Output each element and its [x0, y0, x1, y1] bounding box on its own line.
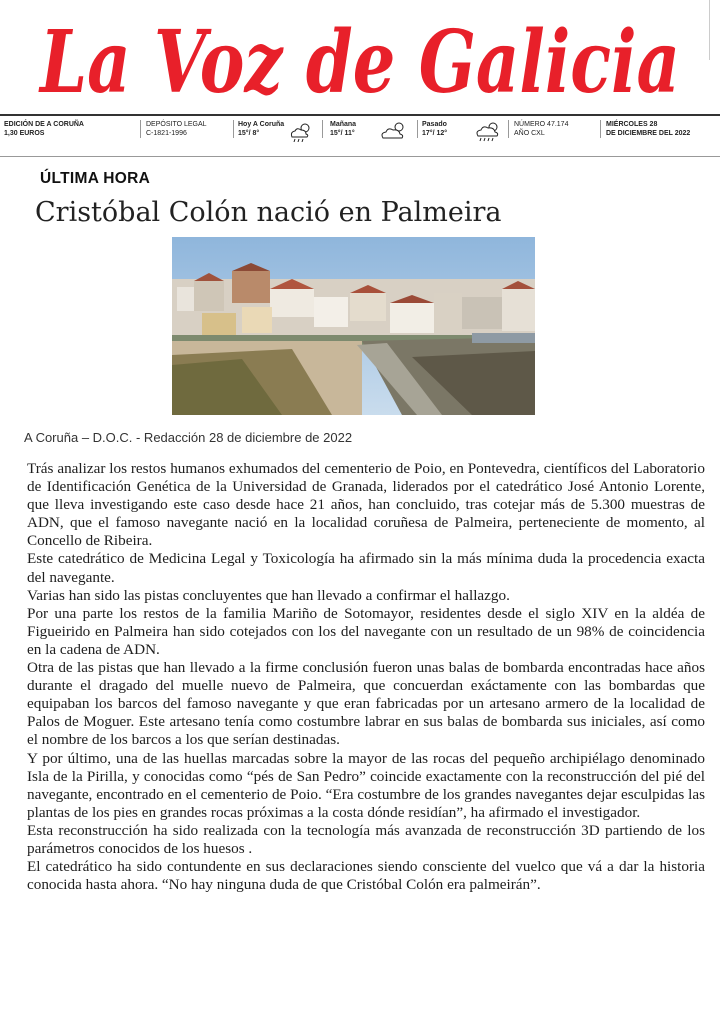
weather-after	[422, 120, 447, 138]
cloud-sun-icon	[286, 120, 316, 142]
byline: A Coruña – D.O.C. - Redacción 28 de diciembre de 2022	[24, 430, 353, 445]
number-line: NÚMERO 47.174	[514, 121, 569, 128]
masthead	[0, 0, 720, 110]
today-temp: 15°/ 8°	[238, 130, 260, 137]
year-line: AÑO CXL	[514, 130, 545, 137]
article-body	[27, 460, 705, 894]
divider	[322, 120, 323, 138]
issue-date	[606, 120, 690, 138]
tomorrow-label: Mañana	[330, 121, 357, 128]
article-paragraph: El catedrático ha sido contundente en sus declaraciones siendo consciente del vuelco que vá a dar la historia conocida hasta ahora. “No hay ninguna duda de que Cristóbal Colón era palmeirán”.	[27, 858, 705, 894]
masthead-title: La Voz de Galicia	[37, 12, 681, 110]
article-paragraph: Por una parte los restos de la familia Mariño de Sotomayor, residentes desde el siglo XIV en la aldéa de Figueirido en Palmeira han sido cotejados con los del navegante con un resultado de un 98% de coincidencia en la cadena de ADN.	[27, 604, 705, 658]
today-label: Hoy A Coruña	[238, 121, 285, 128]
price-line: 1,30 EUROS	[4, 130, 45, 137]
divider	[417, 120, 418, 138]
issue-number	[514, 120, 568, 138]
divider	[140, 120, 141, 138]
headline: Cristóbal Colón nació en Palmeira	[35, 197, 502, 228]
divider	[508, 120, 509, 138]
cloud-rain-icon	[472, 120, 506, 142]
info-bar	[0, 114, 720, 157]
deposit-label: DEPÓSITO LEGAL	[146, 121, 207, 128]
masthead-logo	[0, 0, 720, 110]
deposit-info	[146, 120, 207, 138]
article-paragraph: Esta reconstrucción ha sido realizada con la tecnología más avanzada de reconstrucción 3D partiendo de los parámetros conocidos de los huesos .	[27, 821, 705, 857]
article-paragraph: Este catedrático de Medicina Legal y Toxicología ha afirmado sin la más mínima duda la procedencia exacta del navegante.	[27, 550, 705, 586]
kicker: ÚLTIMA HORA	[40, 170, 151, 187]
weekday-line: MIÉRCOLES 28	[606, 121, 658, 128]
article-paragraph: Y por último, una de las huellas marcadas sobre la mayor de las rocas del pequeño archipiélago denominado Isla de la Pirilla, y conocidas como “pés de San Pedro” coincide exactamente con la reconstrucción del pié del navegante, encontrado en el cementerio de Poio. “Era costumbre de los grandes navegantes dejar esculpidas las plantas de los pies en grandes rocas próximas a la costa dónde residían”, ha afirmado el investigador.	[27, 749, 705, 821]
date-line: DE DICIEMBRE DEL 2022	[606, 130, 691, 137]
edition-line: EDICIÓN DE A CORUÑA	[4, 121, 84, 128]
article-paragraph: Trás analizar los restos humanos exhumados del cementerio de Poio, en Pontevedra, científicos del Laboratorio de Identificación Genética de la Universidad de Granada, liderados por el catedrático José Antonio Lorente, que lleva investigando este caso desde hace 21 años, han concluido, tras cotejar más de 5.300 muestras de ADN, que el famoso navegante nació en la localidad coruñesa de Palmeira, perteneciente de momento, al Concello de Ribeira.	[27, 460, 705, 550]
cloud-icon	[377, 120, 411, 142]
after-label: Pasado	[422, 121, 447, 128]
article-photo	[172, 237, 535, 415]
corner-mark	[709, 0, 720, 60]
deposit-number: C-1821-1996	[146, 130, 187, 137]
after-temp: 17°/ 12°	[422, 130, 448, 137]
divider	[233, 120, 234, 138]
article-paragraph: Varias han sido las pistas concluyentes que han llevado a confirmar el hallazgo.	[27, 586, 510, 604]
tomorrow-temp: 15°/ 11°	[330, 130, 355, 137]
weather-today	[238, 120, 284, 138]
article-paragraph: Otra de las pistas que han llevado a la firme conclusión fueron unas balas de bombarda encontradas hace años durante el dragado del muelle nuevo de Palmeira, que concuerdan exáctamente con las bombardas que equipaban los barcos del famoso navegante y que eran fabricadas por un artesano armero de la localidad de Palos de Moguer. Este artesano tenía como costumbre labrar en sus balas de bombarda sus iniciales, así como el nombre de los barcos a los que serían destinadas.	[27, 659, 705, 749]
divider	[600, 120, 601, 138]
edition-info	[4, 120, 84, 138]
weather-tomorrow	[330, 120, 356, 138]
